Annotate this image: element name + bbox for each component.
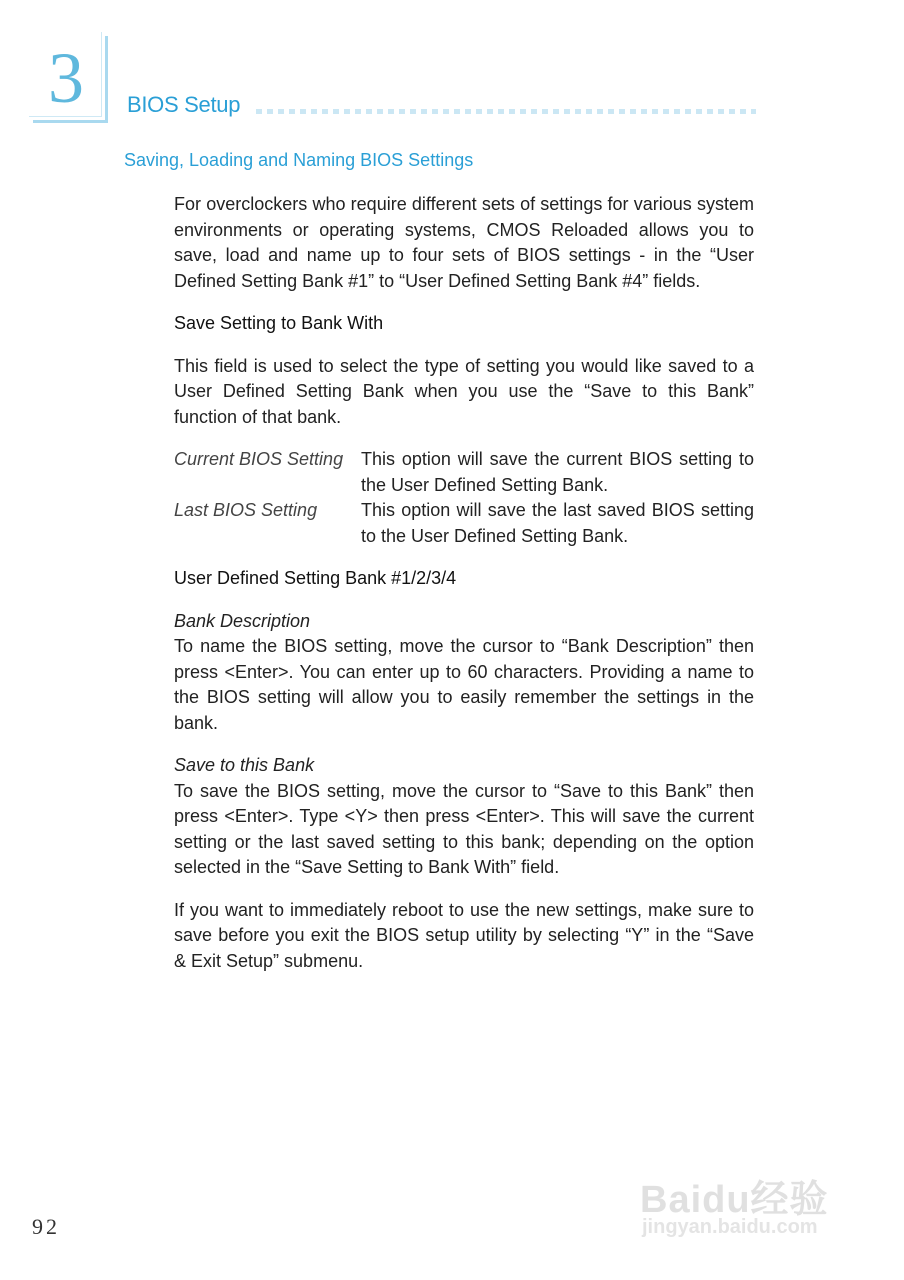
bank-heading: User Defined Setting Bank #1/2/3/4 bbox=[174, 568, 457, 588]
save-with-heading: Save Setting to Bank With bbox=[174, 313, 384, 333]
page-body bbox=[174, 192, 754, 991]
rule-dot bbox=[333, 109, 339, 114]
save-bank-paragraph: To save the BIOS setting, move the cursor to “Save to this Bank” then press <Enter>. Type <Y> then press <Enter>. This will save the current setting or the last saved setting to this bank; depending on the option selected in the “Save Setting to Bank With” field. bbox=[174, 780, 754, 877]
rule-dot bbox=[311, 109, 317, 114]
rule-dot bbox=[597, 109, 603, 114]
option-description: This option will save the current BIOS setting to the User Defined Setting Bank. bbox=[361, 449, 754, 495]
rule-dot bbox=[256, 109, 262, 114]
rule-dot bbox=[542, 109, 548, 114]
watermark bbox=[640, 1150, 850, 1250]
rule-dot bbox=[707, 109, 713, 114]
rule-dot bbox=[740, 109, 746, 114]
rule-dot bbox=[630, 109, 636, 114]
option-term: Current BIOS Setting bbox=[174, 449, 344, 469]
watermark-url: jingyan.baidu.com bbox=[642, 1216, 818, 1238]
page-number: 92 bbox=[32, 1214, 60, 1239]
rule-dot bbox=[454, 109, 460, 114]
rule-dot bbox=[300, 109, 306, 114]
dotted-rule bbox=[256, 104, 756, 114]
rule-dot bbox=[608, 109, 614, 114]
option-row bbox=[174, 447, 754, 498]
rule-dot bbox=[443, 109, 449, 114]
rule-dot bbox=[718, 109, 724, 114]
rule-dot bbox=[751, 109, 756, 114]
rule-dot bbox=[278, 109, 284, 114]
rule-dot bbox=[289, 109, 295, 114]
rule-dot bbox=[520, 109, 526, 114]
rule-dot bbox=[344, 109, 350, 114]
section-title: Saving, Loading and Naming BIOS Settings bbox=[124, 150, 474, 170]
rule-dot bbox=[465, 109, 471, 114]
option-description: This option will save the last saved BIOS setting to the User Defined Setting Bank. bbox=[361, 500, 754, 546]
rule-dot bbox=[399, 109, 405, 114]
option-row bbox=[174, 498, 754, 549]
intro-paragraph: For overclockers who require different sets of settings for various system environments or operating systems, CMOS Reloaded allows you to save, load and name up to four sets of BIOS settings - in the “User Defined Setting Bank #1” to “User Defined Setting Bank #4” fields. bbox=[174, 194, 754, 291]
rule-dot bbox=[674, 109, 680, 114]
rule-dot bbox=[267, 109, 273, 114]
rule-dot bbox=[586, 109, 592, 114]
rule-dot bbox=[729, 109, 735, 114]
rule-dot bbox=[564, 109, 570, 114]
rule-dot bbox=[531, 109, 537, 114]
rule-dot bbox=[509, 109, 515, 114]
rule-dot bbox=[476, 109, 482, 114]
chapter-number: 3 bbox=[48, 38, 84, 118]
option-list bbox=[174, 447, 754, 549]
rule-dot bbox=[355, 109, 361, 114]
reboot-paragraph: If you want to immediately reboot to use the new settings, make sure to save before you exit the BIOS setup utility by selecting “Y” in the “Save & Exit Setup” submenu. bbox=[174, 899, 754, 971]
bank-description-paragraph: To name the BIOS setting, move the cursor to “Bank Description” then press <Enter>. You can enter up to 60 characters. Providing a name to the BIOS setting will allow you to easily remember the settings in the bank. bbox=[174, 636, 754, 733]
rule-dot bbox=[641, 109, 647, 114]
rule-dot bbox=[553, 109, 559, 114]
rule-dot bbox=[498, 109, 504, 114]
save-with-paragraph: This field is used to select the type of setting you would like saved to a User Defined Setting Bank when you use the “Save to this Bank” function of that bank. bbox=[174, 355, 754, 427]
rule-dot bbox=[377, 109, 383, 114]
watermark-logo: Baidu经验 bbox=[640, 1179, 829, 1221]
rule-dot bbox=[685, 109, 691, 114]
bank-description-subheading: Bank Description bbox=[174, 610, 311, 631]
rule-dot bbox=[619, 109, 625, 114]
option-term: Last BIOS Setting bbox=[174, 500, 318, 520]
save-bank-subheading: Save to this Bank bbox=[174, 755, 315, 775]
rule-dot bbox=[366, 109, 372, 114]
rule-dot bbox=[663, 109, 669, 114]
rule-dot bbox=[487, 109, 493, 114]
chapter-title: BIOS Setup bbox=[127, 92, 241, 117]
rule-dot bbox=[696, 109, 702, 114]
rule-dot bbox=[410, 109, 416, 114]
rule-dot bbox=[432, 109, 438, 114]
rule-dot bbox=[421, 109, 427, 114]
rule-dot bbox=[388, 109, 394, 114]
rule-dot bbox=[652, 109, 658, 114]
rule-dot bbox=[575, 109, 581, 114]
rule-dot bbox=[322, 109, 328, 114]
